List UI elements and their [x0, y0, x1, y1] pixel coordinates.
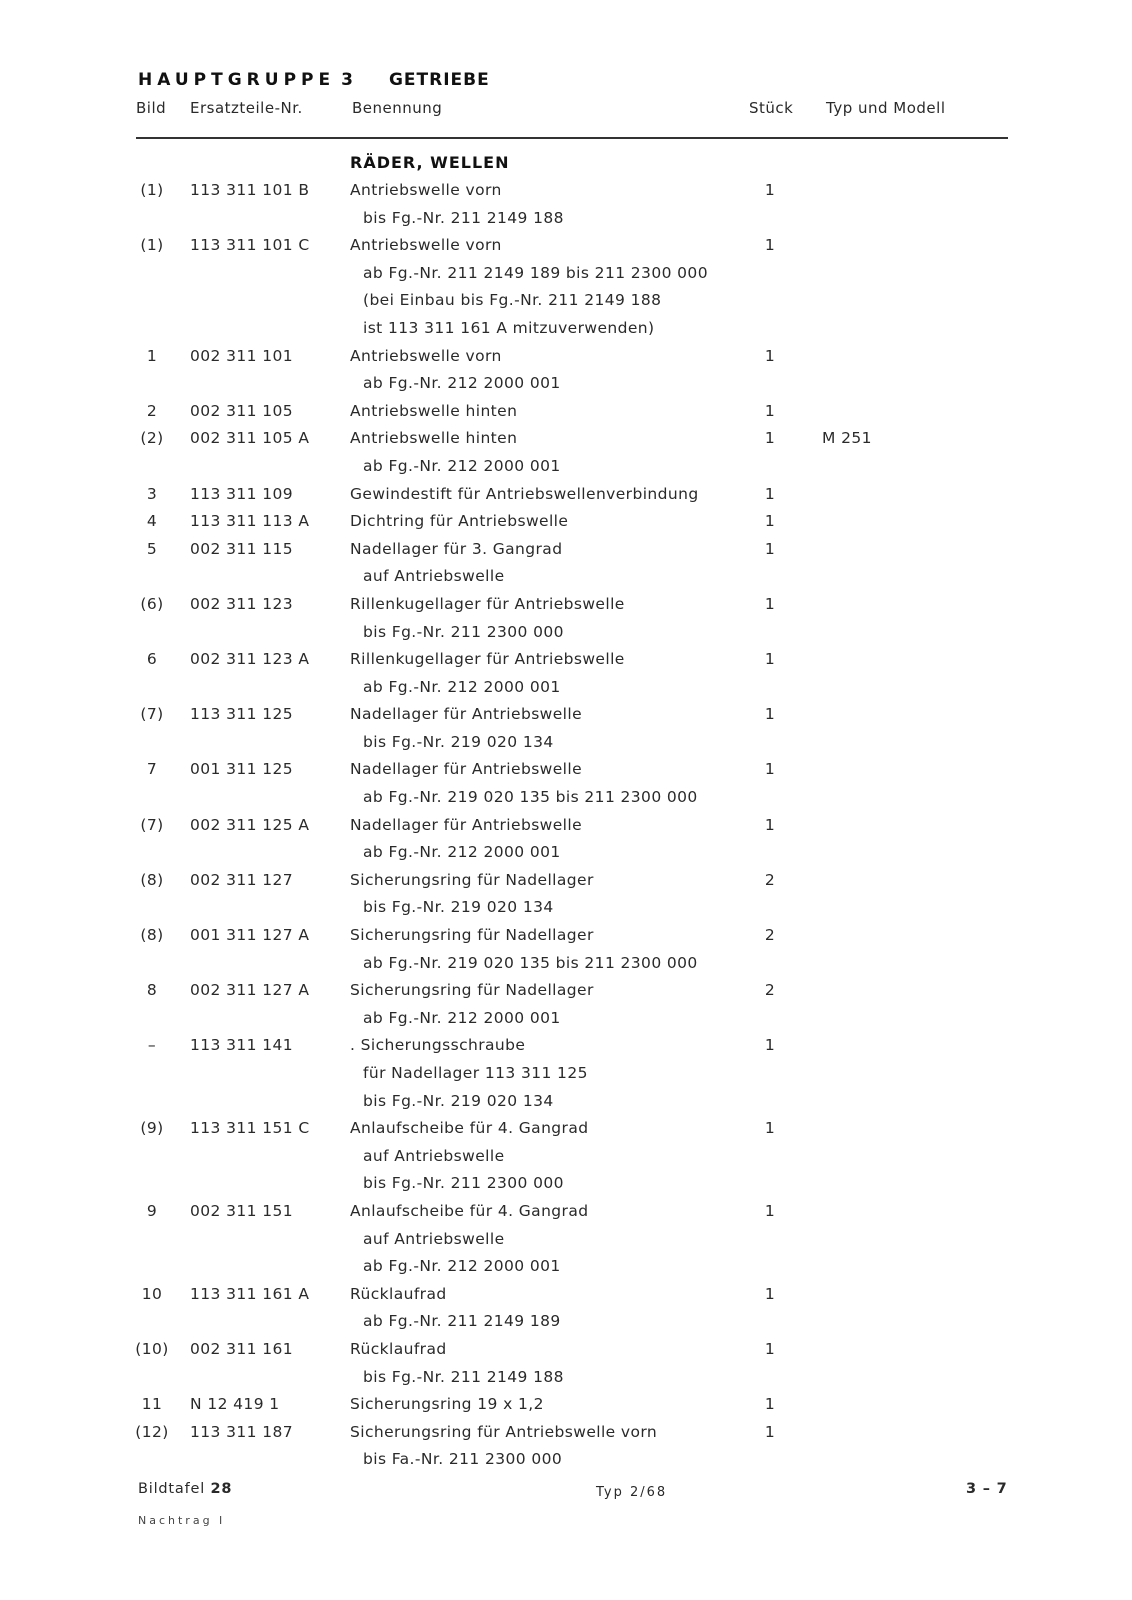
main-group-number: 3: [341, 70, 353, 90]
bild-number: (12): [135, 1422, 169, 1441]
bildtafel-number: 28: [210, 1481, 233, 1497]
quantity: 1: [764, 815, 776, 834]
part-description: (bei Einbau bis Fg.-Nr. 211 2149 188: [363, 291, 662, 310]
part-description: ab Fg.-Nr. 212 2000 001: [363, 1008, 561, 1027]
bild-number: 4: [146, 512, 158, 531]
type-reference: Typ 2/68: [596, 1485, 668, 1500]
part-number: 002 311 105 A: [190, 429, 310, 448]
part-number: 002 311 123: [190, 594, 294, 613]
quantity: 1: [764, 181, 776, 199]
part-description: Sicherungsring für Nadellager: [350, 926, 594, 945]
table-row: [0, 978, 1132, 1006]
column-header-quantity: Stück: [749, 99, 794, 117]
table-row: [0, 1199, 1132, 1227]
part-description: ab Fg.-Nr. 211 2149 189: [363, 1312, 561, 1331]
part-number: 002 311 125 A: [190, 815, 310, 834]
bild-number: (10): [135, 1339, 169, 1358]
part-description: Sicherungsring für Nadellager: [350, 981, 594, 1000]
quantity: 1: [764, 705, 776, 724]
list-item-detail: [0, 675, 1132, 703]
list-item-detail: [0, 564, 1132, 592]
part-number: 001 311 125: [190, 760, 294, 779]
bild-number: 9: [146, 1201, 158, 1220]
part-description: ab Fg.-Nr. 212 2000 001: [363, 843, 561, 862]
part-description: Rillenkugellager für Antriebswelle: [350, 650, 625, 669]
part-description: für Nadellager 113 311 125: [363, 1064, 588, 1082]
bildtafel-reference: [138, 1481, 232, 1497]
part-description: Nadellager für Antriebswelle: [350, 760, 583, 779]
table-row: [0, 868, 1132, 896]
list-item-detail: [0, 620, 1132, 648]
table-row: [0, 592, 1132, 620]
bild-number: (7): [140, 705, 164, 724]
part-description: ab Fg.-Nr. 212 2000 001: [363, 1257, 561, 1276]
table-row: [0, 1420, 1132, 1448]
part-number: 001 311 127 A: [190, 926, 310, 945]
part-description: auf Antriebswelle: [363, 1146, 505, 1165]
list-item-detail: [0, 951, 1132, 979]
table-row: [0, 344, 1132, 372]
table-row: [0, 1337, 1132, 1365]
bild-number: 8: [146, 981, 158, 1000]
list-item-detail: [0, 1144, 1132, 1172]
list-item-detail: [0, 1309, 1132, 1337]
part-description: Nadellager für Antriebswelle: [350, 815, 583, 834]
quantity: 1: [764, 1119, 776, 1138]
quantity: 1: [764, 539, 776, 558]
type-model: M 251: [822, 429, 872, 448]
bild-number: 2: [146, 401, 158, 420]
part-description: Antriebswelle hinten: [350, 401, 518, 420]
part-description: bis Fg.-Nr. 219 020 134: [363, 1091, 554, 1110]
table-row: [0, 647, 1132, 675]
part-description: Anlaufscheibe für 4. Gangrad: [350, 1201, 589, 1220]
list-item-detail: [0, 454, 1132, 482]
part-description: bis Fg.-Nr. 219 020 134: [363, 732, 554, 751]
bild-number: (7): [140, 815, 164, 834]
part-description: bis Fg.-Nr. 211 2300 000: [363, 622, 564, 641]
list-item-detail: [0, 1089, 1132, 1117]
part-description: Nadellager für 3. Gangrad: [350, 539, 563, 558]
bild-number: (1): [140, 236, 164, 255]
quantity: 1: [764, 236, 776, 255]
bild-number: (2): [140, 429, 164, 448]
list-item-detail: [0, 1254, 1132, 1282]
part-description: Rücklaufrad: [350, 1339, 447, 1358]
list-item-detail: [0, 785, 1132, 813]
part-description: ab Fg.-Nr. 212 2000 001: [363, 374, 561, 393]
quantity: 1: [764, 760, 776, 779]
quantity: 1: [764, 484, 776, 503]
table-row: [0, 509, 1132, 537]
table-row: [0, 1033, 1132, 1061]
parts-list: [0, 178, 1132, 1475]
part-number: 002 311 105: [190, 401, 294, 420]
part-description: ab Fg.-Nr. 219 020 135 bis 211 2300 000: [363, 953, 698, 972]
list-item-detail: [0, 1171, 1132, 1199]
table-row: [0, 426, 1132, 454]
bild-number: 11: [141, 1395, 163, 1414]
bild-number: 3: [146, 484, 158, 503]
table-row: [0, 1392, 1132, 1420]
main-group-name: GETRIEBE: [388, 70, 490, 90]
part-description: Anlaufscheibe für 4. Gangrad: [350, 1119, 589, 1138]
part-description: Rillenkugellager für Antriebswelle: [350, 594, 625, 613]
part-description: ist 113 311 161 A mitzuverwenden): [363, 318, 655, 337]
bild-number: (1): [140, 181, 164, 199]
part-number: 002 311 151: [190, 1201, 294, 1220]
part-number: 113 311 109: [190, 484, 294, 503]
part-number: 113 311 125: [190, 705, 294, 724]
part-number: 002 311 123 A: [190, 650, 310, 669]
part-description: Antriebswelle vorn: [350, 346, 502, 365]
part-description: bis Fg.-Nr. 219 020 134: [363, 898, 554, 917]
part-number: 002 311 127 A: [190, 981, 310, 1000]
part-description: Gewindestift für Antriebswellenverbindung: [350, 484, 699, 503]
part-description: ab Fg.-Nr. 211 2149 189 bis 211 2300 000: [363, 263, 708, 282]
part-description: . Sicherungsschraube: [350, 1036, 526, 1055]
list-item-detail: [0, 316, 1132, 344]
part-number: 113 311 101 C: [190, 236, 310, 255]
column-header-type-model: Typ und Modell: [826, 99, 946, 117]
table-row: [0, 813, 1132, 841]
quantity: 2: [764, 981, 776, 1000]
part-number: N 12 419 1: [190, 1395, 280, 1414]
part-number: 113 311 113 A: [190, 512, 310, 531]
part-number: 113 311 151 C: [190, 1119, 310, 1138]
bild-number: 1: [146, 346, 158, 365]
part-description: Antriebswelle vorn: [350, 236, 502, 255]
list-item-detail: [0, 840, 1132, 868]
part-number: 113 311 141: [190, 1036, 294, 1055]
nachtrag-note: Nachtrag I: [138, 1514, 226, 1527]
list-item-detail: [0, 261, 1132, 289]
part-number: 113 311 187: [190, 1422, 294, 1441]
table-row: [0, 702, 1132, 730]
quantity: 2: [764, 926, 776, 945]
table-row: [0, 233, 1132, 261]
quantity: 2: [764, 870, 776, 889]
bildtafel-label: Bildtafel: [138, 1481, 206, 1497]
part-description: auf Antriebswelle: [363, 1229, 505, 1248]
section-title: RÄDER, WELLEN: [350, 153, 510, 172]
part-description: bis Fa.-Nr. 211 2300 000: [363, 1450, 563, 1469]
part-description: bis Fg.-Nr. 211 2149 188: [363, 1367, 564, 1386]
part-description: Rücklaufrad: [350, 1284, 447, 1303]
part-description: Antriebswelle vorn: [350, 181, 502, 199]
part-description: Sicherungsring 19 x 1,2: [350, 1395, 544, 1414]
list-item-detail: [0, 1365, 1132, 1393]
part-number: 002 311 115: [190, 539, 294, 558]
bild-number: 7: [146, 760, 158, 779]
list-item-detail: [0, 1006, 1132, 1034]
list-item-detail: [0, 895, 1132, 923]
quantity: 1: [764, 1284, 776, 1303]
table-row: [0, 399, 1132, 427]
quantity: 1: [764, 1201, 776, 1220]
part-description: Nadellager für Antriebswelle: [350, 705, 583, 724]
part-number: 002 311 161: [190, 1339, 294, 1358]
header-divider: [136, 137, 1008, 139]
part-description: ab Fg.-Nr. 212 2000 001: [363, 677, 561, 696]
table-row: [0, 1282, 1132, 1310]
list-item-detail: [0, 288, 1132, 316]
quantity: 1: [764, 1422, 776, 1441]
quantity: 1: [764, 594, 776, 613]
part-description: auf Antriebswelle: [363, 567, 505, 586]
part-description: Sicherungsring für Antriebswelle vorn: [350, 1422, 658, 1441]
table-row: [0, 178, 1132, 206]
list-item-detail: [0, 1447, 1132, 1475]
part-number: 002 311 101: [190, 346, 294, 365]
quantity: 1: [764, 429, 776, 448]
list-item-detail: [0, 1227, 1132, 1255]
quantity: 1: [764, 346, 776, 365]
part-description: ab Fg.-Nr. 219 020 135 bis 211 2300 000: [363, 788, 698, 807]
table-row: [0, 537, 1132, 565]
list-item-detail: [0, 730, 1132, 758]
list-item-detail: [0, 206, 1132, 234]
bild-number: 10: [141, 1284, 163, 1303]
table-row: [0, 1116, 1132, 1144]
part-description: Antriebswelle hinten: [350, 429, 518, 448]
main-group-label: HAUPTGRUPPE: [138, 70, 336, 90]
page-number: 3 – 7: [966, 1481, 1008, 1497]
bild-number: (6): [140, 594, 164, 613]
table-row: [0, 923, 1132, 951]
column-header-description: Benennung: [352, 99, 443, 117]
bild-number: (8): [140, 870, 164, 889]
part-description: bis Fg.-Nr. 211 2300 000: [363, 1174, 564, 1193]
part-number: 113 311 101 B: [190, 181, 310, 199]
bild-number: 6: [146, 650, 158, 669]
part-number: 002 311 127: [190, 870, 294, 889]
quantity: 1: [764, 1036, 776, 1055]
quantity: 1: [764, 1395, 776, 1414]
quantity: 1: [764, 401, 776, 420]
page-title: [138, 70, 490, 90]
list-item-detail: [0, 371, 1132, 399]
column-header-part-number: Ersatzteile-Nr.: [190, 99, 303, 117]
quantity: 1: [764, 512, 776, 531]
part-number: 113 311 161 A: [190, 1284, 310, 1303]
part-description: Sicherungsring für Nadellager: [350, 870, 594, 889]
part-description: Dichtring für Antriebswelle: [350, 512, 569, 531]
quantity: 1: [764, 650, 776, 669]
part-description: bis Fg.-Nr. 211 2149 188: [363, 208, 564, 227]
part-description: ab Fg.-Nr. 212 2000 001: [363, 456, 561, 475]
bild-number: –: [147, 1036, 157, 1055]
bild-number: (9): [140, 1119, 164, 1138]
table-row: [0, 482, 1132, 510]
bild-number: 5: [146, 539, 158, 558]
bild-number: (8): [140, 926, 164, 945]
column-header-bild: Bild: [136, 99, 167, 117]
table-row: [0, 757, 1132, 785]
list-item-detail: [0, 1061, 1132, 1089]
quantity: 1: [764, 1339, 776, 1358]
